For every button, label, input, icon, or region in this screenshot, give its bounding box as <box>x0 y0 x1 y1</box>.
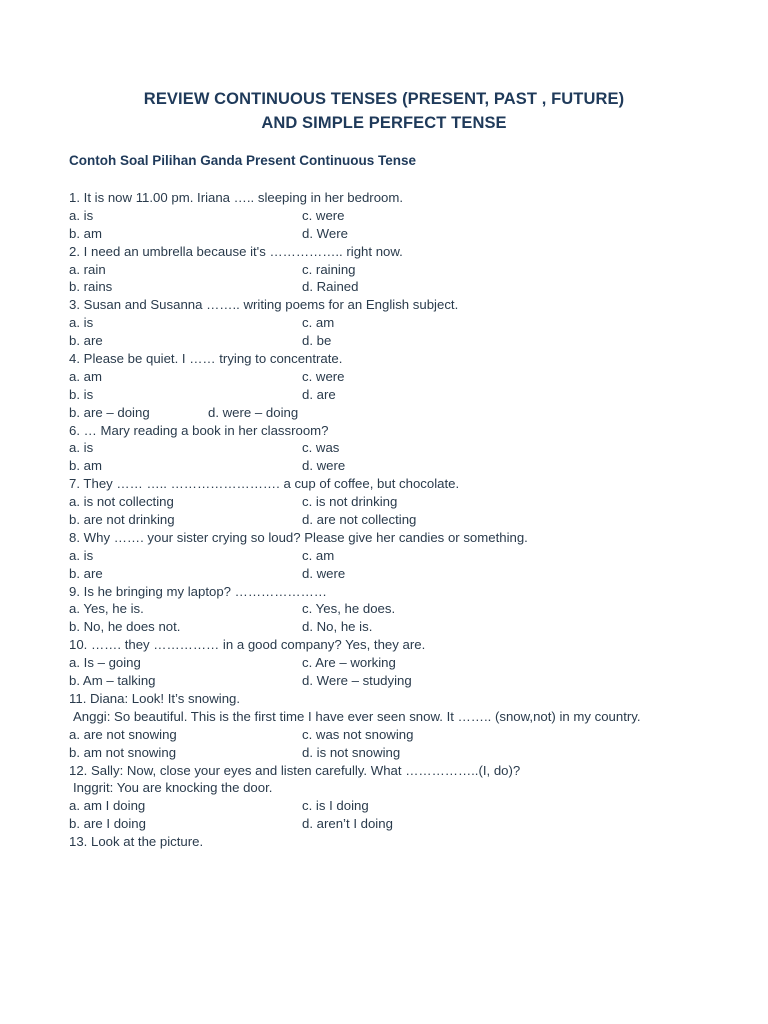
question-12: 12. Sally: Now, close your eyes and listen carefully. What ……………..(I, do)? <box>69 762 521 778</box>
options-row <box>69 368 759 386</box>
option-c: c. was not snowing <box>302 726 414 742</box>
options-row <box>69 547 759 565</box>
option-b: b. is <box>69 386 94 402</box>
options-row <box>69 726 759 744</box>
question-12-dialogue: Inggrit: You are knocking the door. <box>73 780 273 796</box>
options-row <box>69 493 759 511</box>
option-b: b. are <box>69 565 103 581</box>
options-row <box>69 207 759 225</box>
question-7: 7. They …… ….. ……………………. a cup of coffee, but chocolate. <box>69 476 460 492</box>
options-row <box>69 404 759 422</box>
question-4: 4. Please be quiet. I …… trying to concentrate. <box>69 351 343 367</box>
option-b: b. No, he does not. <box>69 619 181 635</box>
options-row <box>69 225 759 243</box>
option-d: d. Rained <box>302 279 359 295</box>
option-a: a. Is – going <box>69 655 141 671</box>
options-row <box>69 797 759 815</box>
options-row <box>69 815 759 833</box>
question-list <box>69 189 759 851</box>
option-a: a. am I doing <box>69 798 146 814</box>
option-c: c. is not drinking <box>302 494 398 510</box>
option-d: d. were <box>302 458 346 474</box>
option-b: b. am <box>69 458 102 474</box>
question-2: 2. I need an umbrella because it's …………….. right now. <box>69 243 403 259</box>
option-c: c. am <box>302 547 335 563</box>
options-row <box>69 618 759 636</box>
option-d: d. were <box>302 565 346 581</box>
question-3: 3. Susan and Susanna …….. writing poems for an English subject. <box>69 297 459 313</box>
option-d: d. aren’t I doing <box>302 816 393 832</box>
option-d: d. are <box>302 386 336 402</box>
option-b: b. are not drinking <box>69 512 175 528</box>
option-b: b. am <box>69 225 102 241</box>
option-b: b. am not snowing <box>69 744 177 760</box>
option-c: c. am <box>302 315 335 331</box>
question-11: 11. Diana: Look! It’s snowing. <box>69 690 241 706</box>
option-d: d. No, he is. <box>302 619 373 635</box>
option-c: c. raining <box>302 261 356 277</box>
question-8: 8. Why ……. your sister crying so loud? Please give her candies or something. <box>69 529 528 545</box>
option-d: d. be <box>302 333 332 349</box>
option-a: a. is <box>69 440 94 456</box>
question-13: 13. Look at the picture. <box>69 834 204 850</box>
option-d: d. is not snowing <box>302 744 401 760</box>
option-c: c. were <box>302 368 345 384</box>
options-row <box>69 565 759 583</box>
options-row <box>69 314 759 332</box>
question-1: 1. It is now 11.00 pm. Iriana ….. sleeping in her bedroom. <box>69 190 404 205</box>
question-11-dialogue: Anggi: So beautiful. This is the first time I have ever seen snow. It …….. (snow,not) in my country. <box>73 708 641 724</box>
options-row <box>69 332 759 350</box>
option-b: b. rains <box>69 279 113 295</box>
option-a: a. is not collecting <box>69 494 174 510</box>
option-d: d. Were <box>302 225 348 241</box>
option-a: a. am <box>69 368 102 384</box>
option-b: b. are – doing <box>69 404 150 420</box>
option-a: a. are not snowing <box>69 726 177 742</box>
option-b: b. are I doing <box>69 816 146 832</box>
option-c: c. were <box>302 207 345 223</box>
option-c: c. is I doing <box>302 798 369 814</box>
options-row <box>69 439 759 457</box>
options-row <box>69 654 759 672</box>
option-b: b. are <box>69 333 103 349</box>
options-row <box>69 386 759 404</box>
option-b: b. Am – talking <box>69 673 156 689</box>
options-row <box>69 744 759 762</box>
options-row <box>69 600 759 618</box>
option-c: c. was <box>302 440 340 456</box>
question-9: 9. Is he bringing my laptop? ………………… <box>69 583 327 599</box>
option-d: d. Were – studying <box>302 673 412 689</box>
question-6: 6. … Mary reading a book in her classroom? <box>69 422 329 438</box>
option-c: c. Yes, he does. <box>302 601 396 617</box>
options-row <box>69 278 759 296</box>
options-row <box>69 261 759 279</box>
option-a: a. is <box>69 207 94 223</box>
options-row <box>69 511 759 529</box>
option-d: d. are not collecting <box>302 512 417 528</box>
section-subtitle: Contoh Soal Pilihan Ganda Present Continuous Tense <box>69 153 417 168</box>
option-a: a. is <box>69 315 94 331</box>
option-a: a. rain <box>69 261 106 277</box>
question-10: 10. ……. they …………… in a good company? Yes, they are. <box>69 637 426 653</box>
title-line-1: REVIEW CONTINUOUS TENSES (PRESENT, PAST , FUTURE) <box>143 90 625 108</box>
option-c: c. Are – working <box>302 655 396 671</box>
option-a: a. is <box>69 547 94 563</box>
options-row <box>69 672 759 690</box>
option-d: d. were – doing <box>208 404 299 420</box>
options-row <box>69 457 759 475</box>
title-line-2: AND SIMPLE PERFECT TENSE <box>261 114 507 132</box>
option-a: a. Yes, he is. <box>69 601 144 617</box>
